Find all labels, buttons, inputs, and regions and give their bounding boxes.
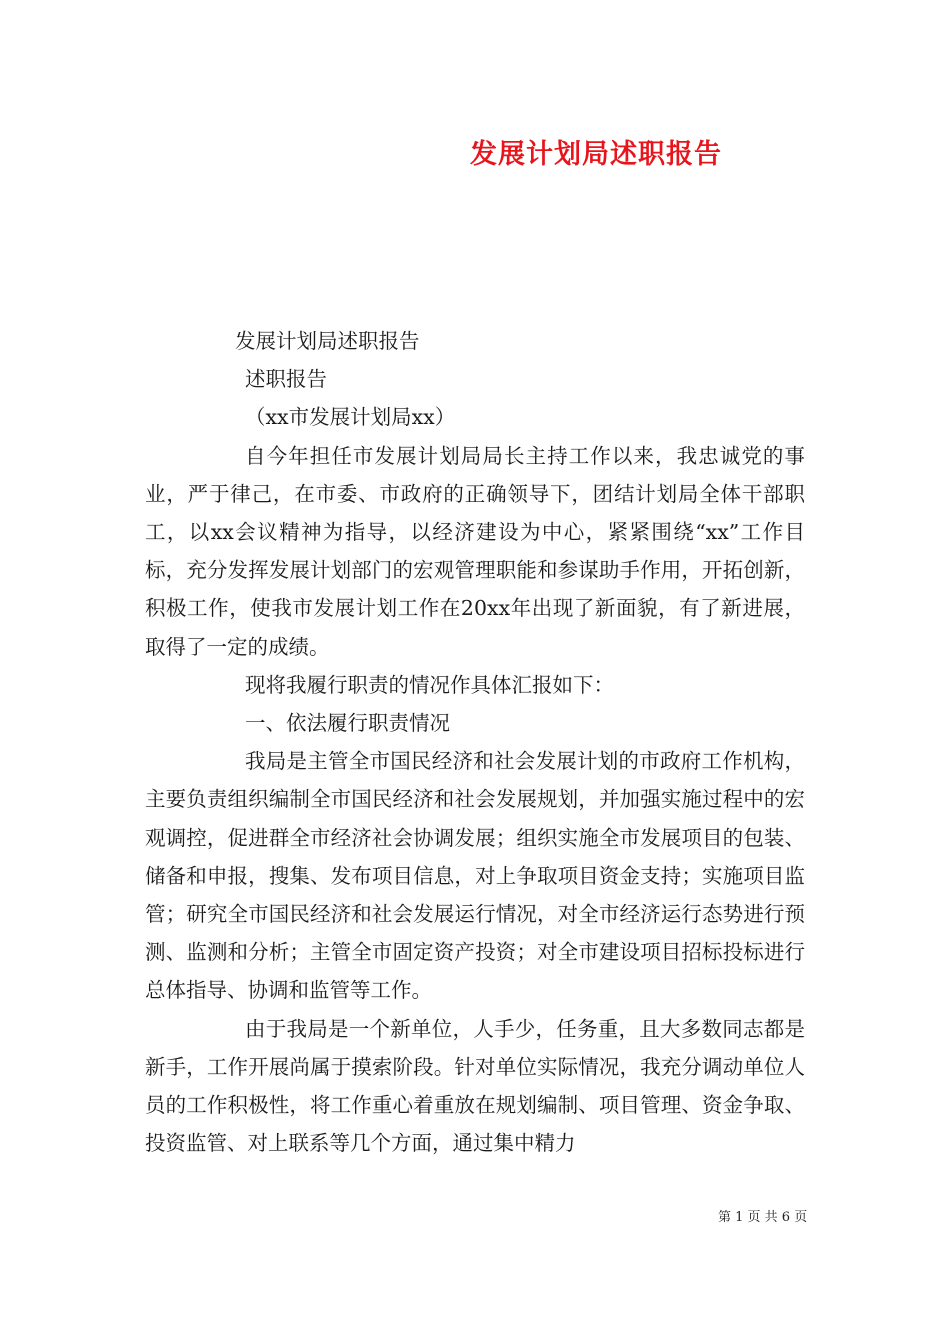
paragraph-duties: 我局是主管全市国民经济和社会发展计划的市政府工作机构，主要负责组织编制全市国民经济和社会发展规划，并加强实施过程中的宏观调控，促进群全市经济社会协调发展；组织实施全市发展项目的包装、储备和申报，搜集、发布项目信息，对上争取项目资金支持；实施项目监管；研究全市国民经济和社会发展运行情况，对全市经济运行态势进行预测、监测和分析；主管全市固定资产投资；对全市建设项目招标投标进行总体指导、协调和监管等工作。	[145, 749, 805, 1003]
body-heading: 发展计划局述职报告	[235, 329, 420, 353]
document-title: 发展计划局述职报告	[470, 139, 722, 170]
document-body	[145, 322, 805, 1162]
paragraph-situation: 由于我局是一个新单位，人手少，任务重，且大多数同志都是新手，工作开展尚属于摸索阶段。针对单位实际情况，我充分调动单位人员的工作积极性，将工作重心着重放在规划编制、项目管理、资金争取、投资监管、对上联系等几个方面，通过集中精力	[145, 1016, 805, 1156]
body-author-line: （xx市发展计划局xx）	[245, 405, 456, 430]
section-heading-1: 一、依法履行职责情况	[245, 711, 450, 736]
page-footer: 第 1 页 共 6 页	[718, 1210, 808, 1225]
paragraph-report-lead: 现将我履行职责的情况作具体汇报如下：	[245, 672, 614, 697]
body-subheading: 述职报告	[245, 367, 327, 392]
paragraph-intro: 自今年担任市发展计划局局长主持工作以来，我忠诚党的事业，严于律己，在市委、市政府的正确领导下，团结计划局全体干部职工，以xx会议精神为指导，以经济建设为中心，紧紧围绕“xx”工作目标，充分发挥发展计划部门的宏观管理职能和参谋助手作用，开拓创新，积极工作，使我市发展计划工作在20xx年出现了新面貌，有了新进展，取得了一定的成绩。	[145, 443, 805, 659]
